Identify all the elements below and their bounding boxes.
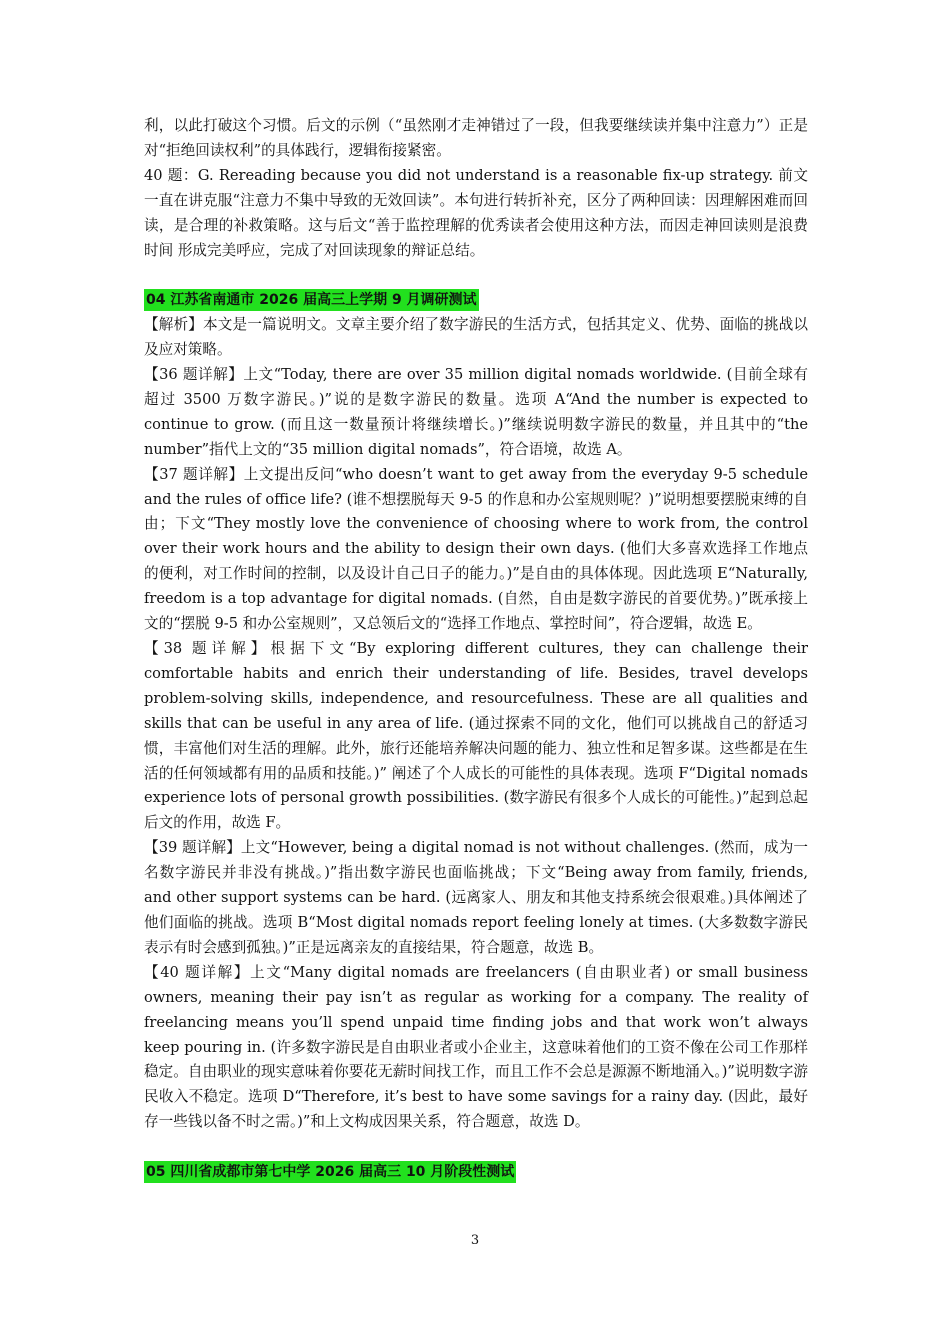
section-5-heading: 05 四川省成都市第七中学 2026 届高三 10 月阶段性测试 [144, 1161, 516, 1183]
question-40-explanation: 【40 题详解】上文“Many digital nomads are freelancers (自由职业者) or small business owners, meaning their pay isn’t as regular as working for a company. The reality of freelancing means you’ll spend unpaid time finding jobs and that work won’t always keep pouring in. (许多数字游民是自由职业者或小企业主，这意味着他们的工资不像在公司工作那样稳定。自由职业的现实意味着你要花无薪时间找工作，而且工作不会总是源源不断地涌入。)”说明数字游民收入不稳定。选项 D“Therefore, it’s best to have some savings for a rainy day. (因此，最好存一些钱以备不时之需。)”和上文构成因果关系，符合题意，故选 D。 [144, 963, 808, 1131]
question-37-explanation: 【37 题详解】上文提出反问“who doesn’t want to get away from the everyday 9-5 schedule and the rules of office life? (谁不想摆脱每天 9-5 的作息和办公室规则呢？)”说明想要摆脱束缚的自由；下文“They mostly love the convenience of choosing where to work from, the control over their work hours and the ability to design their own days. (他们大多喜欢选择工作地点的便利，对工作时间的控制，以及设计自己日子的能力。)”是自由的具体体现。因此选项 E“Naturally, freedom is a top advantage for digital nomads. (自然，自由是数字游民的首要优势。)”既承接上文的“摆脱 9-5 和办公室规则”，又总领后文的“选择工作地点、掌控时间”，符合逻辑，故选 E。 [144, 465, 808, 633]
section-5 [144, 1160, 808, 1185]
question-38-explanation: 【38 题详解】根据下文“By exploring different cultures, they can challenge their comfortable habits and enrich their understanding of life. Besides, travel develops problem-solving skills, independence, and resourcefulness. These are all qualities and skills that can be useful in any area of life. (通过探索不同的文化，他们可以挑战自己的舒适习惯，丰富他们对生活的理解。此外，旅行还能培养解决问题的能力、独立性和足智多谋。这些都是在生活的任何领域都有用的品质和技能。)” 阐述了个人成长的可能性的具体表现。选项 F“Digital nomads experience lots of personal growth possibilities. (数字游民有很多个人成长的可能性。)”起到总起后文的作用，故选 F。 [144, 640, 808, 832]
question-36-explanation: 【36 题详解】上文“Today, there are over 35 million digital nomads worldwide. (目前全球有超过 3500 万数字游民。)”说的是数字游民的数量。选项 A“And the number is expected to continue to grow. (而且这一数量预计将继续增长。)”继续说明数字游民的数量，并且其中的“the number”指代上文的“35 million digital nomads”，符合语境，故选 A。 [144, 366, 808, 458]
page-number: 3 [470, 1233, 480, 1248]
intro-paragraph-2: 40 题：G. Rereading because you did not understand is a reasonable fix-up strategy. 前文一直在讲克服“注意力不集中导致的无效回读”。本句进行转折补充，区分了两种回读：因理解困难而回读，是合理的补救策略。这与后文“善于监控理解的优秀读者会使用这种方法，而因走神回读则是浪费时间 形成完美呼应，完成了对回读现象的辩证总结。 [144, 166, 808, 259]
section-4-heading: 04 江苏省南通市 2026 届高三上学期 9 月调研测试 [144, 289, 479, 311]
spacer [144, 263, 808, 288]
section-4-analysis: 【解析】本文是一篇说明文。文章主要介绍了数字游民的生活方式，包括其定义、优势、面临的挑战以及应对策略。 [144, 316, 808, 359]
spacer [144, 1135, 808, 1160]
question-39-explanation: 【39 题详解】上文“However, being a digital nomad is not without challenges. (然而，成为一名数字游民并非没有挑战。)”指出数字游民也面临挑战；下文“Being away from family, friends, and other support systems can be hard. (远离家人、朋友和其他支持系统会很艰难。)具体阐述了他们面临的挑战。选项 B“Most digital nomads report feeling lonely at times. (大多数数字游民表示有时会感到孤独。)”正是远离亲友的直接结果，符合题意，故选 B。 [144, 839, 808, 956]
page-content [144, 114, 808, 1185]
section-4 [144, 288, 808, 1135]
intro-paragraph-1: 利，以此打破这个习惯。后文的示例（“虽然刚才走神错过了一段，但我要继续读并集中注意力”）正是对“拒绝回读权利”的具体践行，逻辑衔接紧密。 [144, 117, 808, 159]
